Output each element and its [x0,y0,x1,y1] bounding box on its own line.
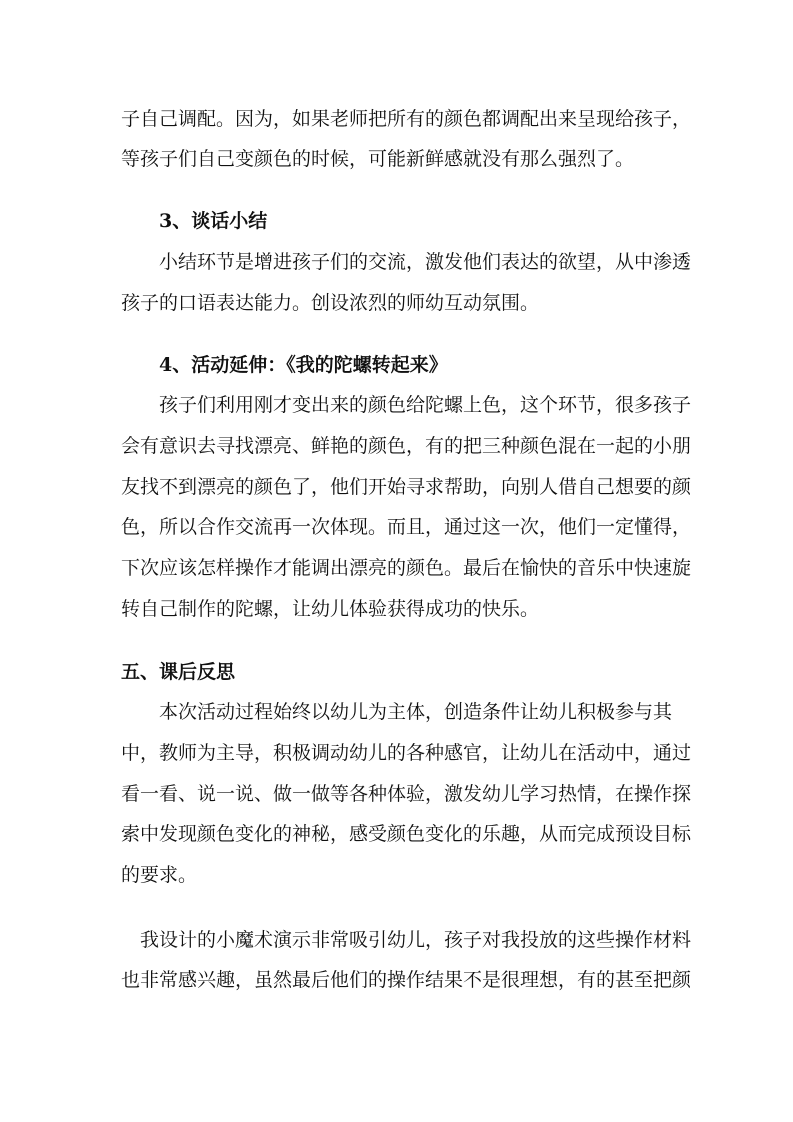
paragraph-line: 色，所以合作交流再一次体现。而且，通过这一次，他们一定懂得， [121,516,692,538]
paragraph-line: 看一看、说一说、做一做等各种体验，激发幼儿学习热情，在操作探 [121,783,692,805]
paragraph-line: 的要求。 [121,864,198,886]
paragraph-line: 等孩子们自己变颜色的时候，可能新鲜感就没有那么强烈了。 [121,148,635,170]
paragraph-line: 友找不到漂亮的颜色了，他们开始寻求帮助，向别人借自己想要的颜 [121,476,692,498]
paragraph-line: 我设计的小魔术演示非常吸引幼儿，孩子对我投放的这些操作材料 [140,929,692,951]
paragraph-line: 索中发现颜色变化的神秘，感受颜色变化的乐趣，从而完成预设目标 [121,823,692,845]
paragraph-line: 子自己调配。因为，如果老师把所有的颜色都调配出来呈现给孩子， [121,108,692,130]
paragraph-line: 转自己制作的陀螺，让幼儿体验获得成功的快乐。 [121,598,540,620]
section-heading: 3、谈话小结 [159,210,268,232]
paragraph-line: 小结环节是增进孩子们的交流，激发他们表达的欲望，从中渗透 [159,251,692,273]
paragraph-line: 中，教师为主导，积极调动幼儿的各种感官，让幼儿在活动中，通过 [121,742,692,764]
paragraph-line: 也非常感兴趣，虽然最后他们的操作结果不是很理想，有的甚至把颜 [121,969,692,991]
paragraph-line: 本次活动过程始终以幼儿为主体，创造条件让幼儿积极参与其 [159,701,673,723]
section-heading: 4、活动延伸：《我的陀螺转起来》 [159,354,448,376]
paragraph-line: 下次应该怎样操作才能调出漂亮的颜色。最后在愉快的音乐中快速旋 [121,557,692,579]
section-heading: 五、课后反思 [121,661,236,683]
paragraph-line: 会有意识去寻找漂亮、鲜艳的颜色，有的把三种颜色混在一起的小朋 [121,435,692,457]
paragraph-line: 孩子的口语表达能力。创设浓烈的师幼互动氛围。 [121,292,540,314]
paragraph-line: 孩子们利用刚才变出来的颜色给陀螺上色，这个环节，很多孩子 [159,394,692,416]
